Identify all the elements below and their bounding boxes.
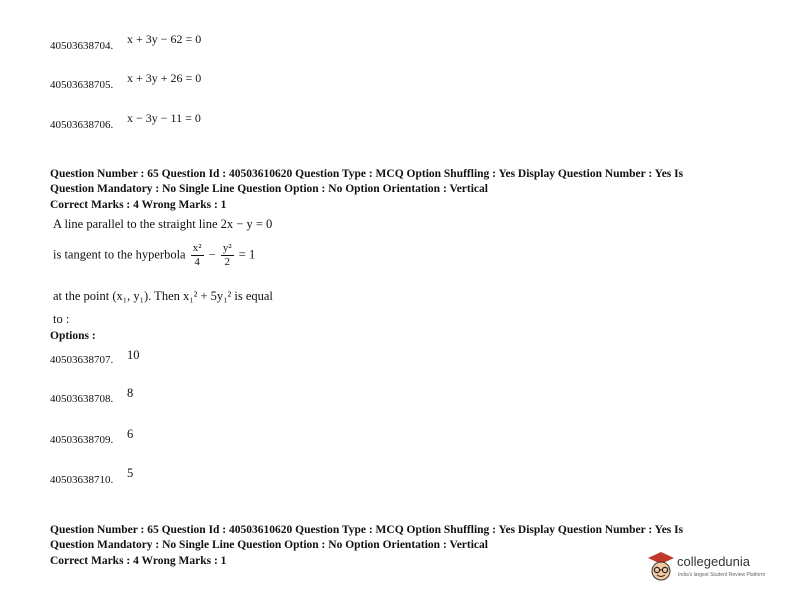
graduate-face-icon [647, 550, 675, 584]
collegedunia-watermark [647, 548, 782, 590]
prev-option-3-equation: x − 3y − 11 = 0 [127, 111, 201, 125]
watermark-tagline: India's largest Student Review Platform [678, 572, 766, 578]
question-header-line1: Question Number : 65 Question Id : 40503610620 Question Type : MCQ Option Shuffling : Yes Display Question Number : Yes Is [50, 168, 684, 180]
prev-option-1-id: 40503638704. [50, 40, 114, 52]
question-line-4: to : [53, 312, 70, 326]
fraction-minus-sign: − [208, 247, 216, 262]
question-line-2-text: is tangent to the hyperbola [53, 247, 186, 262]
option-1-value: 10 [127, 348, 140, 362]
fraction-1-numerator: x² [192, 242, 202, 254]
fraction-x-squared-over-4 [191, 242, 204, 269]
next-question-header-line2: Question Mandatory : No Single Line Question Option : No Option Orientation : Vertical [50, 539, 488, 551]
question-marks: Correct Marks : 4 Wrong Marks : 1 [50, 199, 227, 211]
prev-option-3-id: 40503638706. [50, 119, 114, 131]
fraction-2-numerator: y² [222, 242, 232, 254]
fraction-1-denominator: 4 [194, 256, 200, 268]
option-3-id: 40503638709. [50, 434, 114, 446]
fraction-equals-one: = 1 [238, 247, 256, 262]
fraction-y-squared-over-2 [221, 242, 234, 269]
option-2-id: 40503638708. [50, 393, 114, 405]
prev-option-2-id: 40503638705. [50, 79, 114, 91]
prev-option-2-equation: x + 3y + 26 = 0 [127, 71, 202, 85]
option-1-id: 40503638707. [50, 354, 114, 366]
fraction-2-denominator: 2 [224, 256, 231, 268]
question-line-2 [53, 242, 255, 269]
option-2-value: 8 [127, 386, 134, 400]
prev-option-1-equation: x + 3y − 62 = 0 [127, 32, 202, 46]
question-header-line2: Question Mandatory : No Single Line Question Option : No Option Orientation : Vertical [50, 183, 488, 195]
option-3-value: 6 [127, 427, 134, 441]
next-question-header-line1: Question Number : 65 Question Id : 40503610620 Question Type : MCQ Option Shuffling : Yes Display Question Number : Yes Is [50, 524, 684, 536]
next-question-marks: Correct Marks : 4 Wrong Marks : 1 [50, 555, 227, 567]
options-label: Options : [50, 330, 96, 342]
option-4-id: 40503638710. [50, 474, 114, 486]
question-line-1: A line parallel to the straight line 2x − y = 0 [53, 217, 273, 231]
watermark-brand: collegedunia [677, 554, 751, 569]
question-line-3: at the point (x₁, y₁). Then x₁² + 5y₁² is equal [53, 289, 273, 303]
option-4-value: 5 [127, 466, 134, 480]
